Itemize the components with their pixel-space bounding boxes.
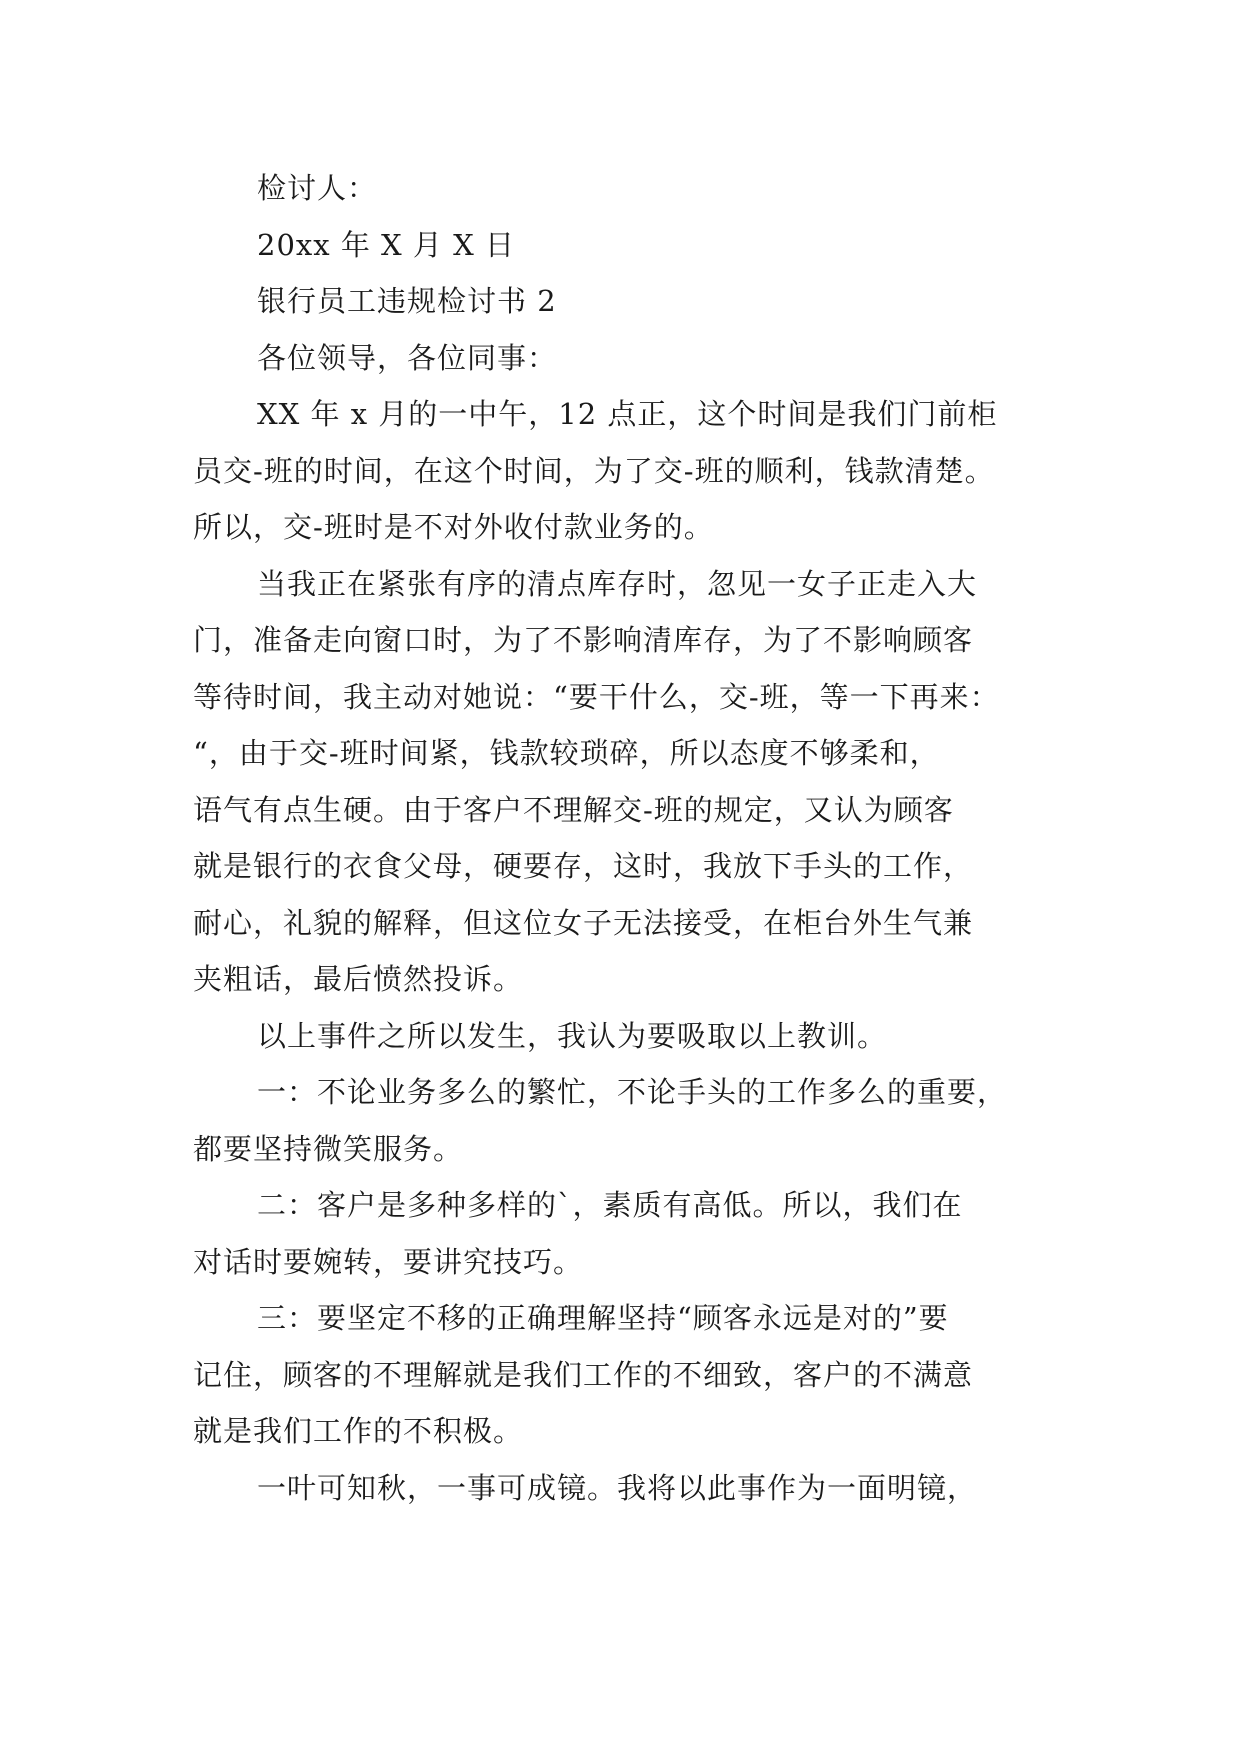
paragraph-line: 耐心，礼貌的解释，但这位女子无法接受，在柜台外生气兼 — [193, 905, 974, 940]
paragraph-line: 当我正在紧张有序的清点库存时，忽见一女子正走入大 — [257, 566, 978, 601]
salutation: 各位领导，各位同事： — [257, 340, 558, 375]
paragraph-line: 一叶可知秋，一事可成镜。我将以此事作为一面明镜， — [257, 1470, 978, 1505]
paragraph-line: 记住，顾客的不理解就是我们工作的不细致，客户的不满意 — [193, 1357, 974, 1392]
paragraph-line: 对话时要婉转，要讲究技巧。 — [193, 1244, 584, 1279]
document-body — [193, 160, 1063, 1516]
paragraph-line: 夹粗话，最后愤然投诉。 — [193, 962, 524, 996]
paragraph-line: 就是银行的衣食父母，硬要存，这时，我放下手头的工作， — [193, 849, 974, 883]
date-line: 20xx 年 X 月 X 日 — [257, 227, 515, 262]
paragraph-line: 一：不论业务多么的繁忙，不论手头的工作多么的重要， — [257, 1075, 1008, 1109]
paragraph-line: 以上事件之所以发生，我认为要吸取以上教训。 — [257, 1018, 888, 1053]
paragraph-line: 所以，交-班时是不对外收付款业务的。 — [193, 510, 714, 544]
paragraph-line: 二：客户是多种多样的`，素质有高低。所以，我们在 — [257, 1188, 963, 1222]
paragraph-line: “，由于交-班时间紧，钱款较琐碎，所以态度不够柔和， — [193, 736, 940, 770]
paragraph-line: XX 年 x 月的一中午，12 点正，这个时间是我们门前柜 — [257, 397, 998, 431]
paragraph-line: 都要坚持微笑服务。 — [193, 1131, 464, 1166]
paragraph-line: 三：要坚定不移的正确理解坚持“顾客永远是对的”要 — [257, 1301, 949, 1335]
paragraph-line: 员交-班的时间，在这个时间，为了交-班的顺利，钱款清楚。 — [193, 453, 995, 488]
section-title: 银行员工违规检讨书 2 — [257, 284, 557, 318]
signature-label: 检讨人： — [257, 171, 378, 205]
paragraph-line: 等待时间，我主动对她说：“要干什么，交-班，等一下再来： — [193, 679, 1000, 714]
paragraph-line: 语气有点生硬。由于客户不理解交-班的规定，又认为顾客 — [193, 792, 954, 827]
paragraph-line: 门，准备走向窗口时，为了不影响清库存，为了不影响顾客 — [193, 623, 974, 657]
paragraph-line: 就是我们工作的不积极。 — [193, 1414, 524, 1448]
